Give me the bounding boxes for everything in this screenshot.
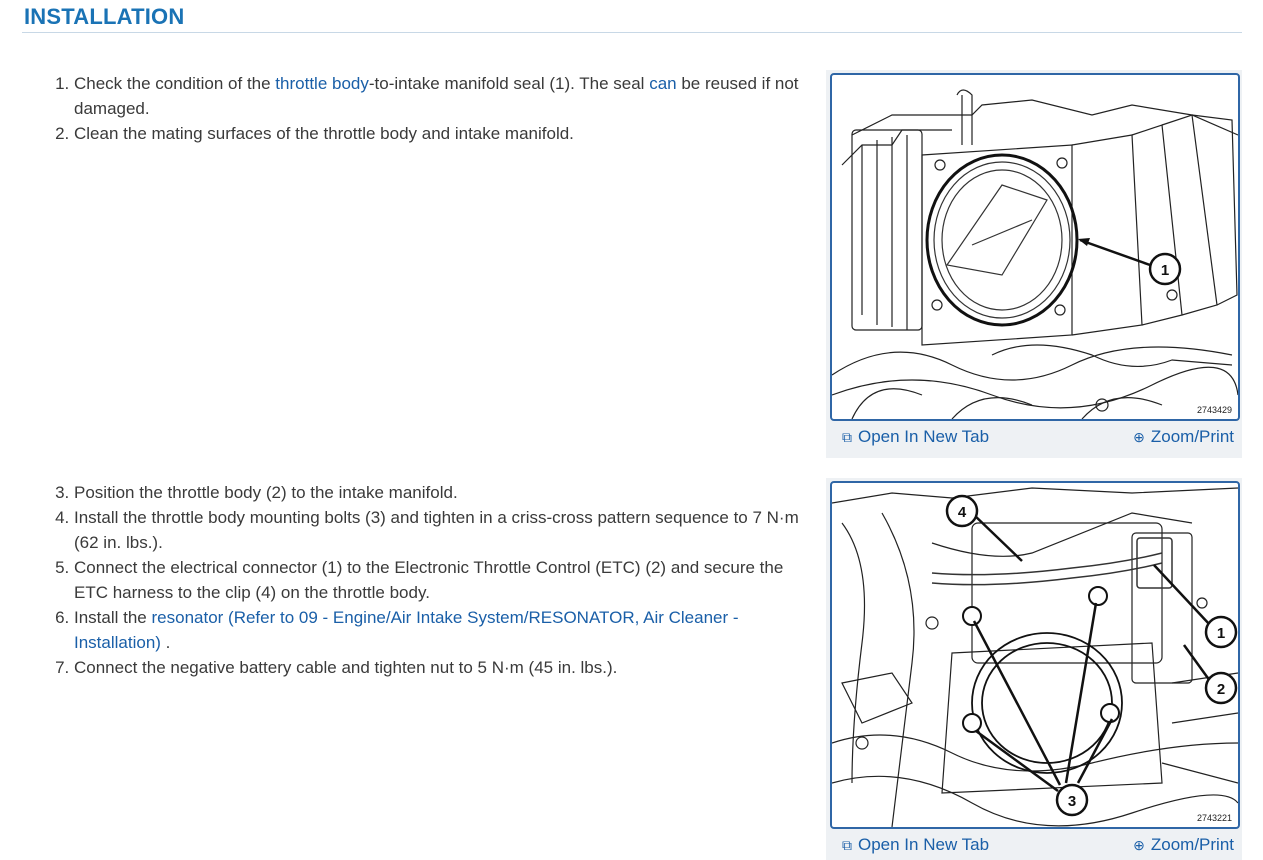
throttle-body-install-illustration [832, 483, 1238, 827]
resonator-link[interactable]: resonator (Refer to 09 - Engine/Air Intake System/RESONATOR, Air Cleaner - Installation) [74, 608, 739, 652]
callout-label: 1 [1160, 262, 1170, 279]
zoom-print-label: Zoom/Print [1150, 427, 1234, 446]
zoom-print-button[interactable] [1133, 835, 1234, 855]
step-text: Install the [74, 608, 152, 627]
figure-toolbar [826, 830, 1242, 860]
figure-toolbar [826, 422, 1242, 452]
can-link[interactable]: can [649, 74, 677, 93]
step-text: . [160, 633, 171, 652]
step-1 [74, 71, 814, 121]
open-tab-icon: ⧉ [842, 428, 852, 445]
figure-throttle-body-seal [826, 70, 1242, 458]
step-text: Check the condition of the [74, 74, 276, 93]
title-divider [22, 32, 1242, 33]
step-2: 2. Clean the mating surfaces of the throttle body and intake manifold. [74, 121, 814, 146]
installation-steps-group-1 [52, 71, 814, 146]
zoom-print-label: Zoom/Print [1150, 835, 1234, 854]
open-in-new-tab-button[interactable] [842, 835, 989, 855]
zoom-print-button[interactable] [1133, 427, 1234, 447]
open-in-new-tab-label: Open In New Tab [858, 427, 990, 446]
figure-image[interactable] [830, 73, 1240, 421]
throttle-body-seal-illustration [832, 75, 1238, 419]
step-text: -to-intake manifold seal (1). The seal [368, 74, 650, 93]
page-title: INSTALLATION [24, 4, 185, 29]
step-3: 3. Position the throttle body (2) to the intake manifold. [74, 480, 814, 505]
figure-code: 2743221 [1196, 813, 1232, 823]
callout-label: 3 [1067, 793, 1077, 810]
open-in-new-tab-label: Open In New Tab [858, 835, 990, 854]
figure-throttle-body-install [826, 478, 1242, 860]
figure-image[interactable] [830, 481, 1240, 829]
step-4: 4. Install the throttle body mounting bolts (3) and tighten in a criss-cross pattern sequence to 7 N·m (62 in. lbs.). [74, 505, 814, 555]
zoom-icon: ⊕ [1133, 836, 1145, 853]
step-7: 7. Connect the negative battery cable and tighten nut to 5 N·m (45 in. lbs.). [74, 655, 814, 680]
step-6 [74, 605, 814, 655]
open-tab-icon: ⧉ [842, 836, 852, 853]
step-5: 5. Connect the electrical connector (1) to the Electronic Throttle Control (ETC) (2) and secure the ETC harness to the clip (4) on the throttle body. [74, 555, 814, 605]
throttle-body-link[interactable]: throttle body [275, 74, 369, 93]
zoom-icon: ⊕ [1133, 428, 1145, 445]
callout-label: 2 [1216, 681, 1226, 698]
callout-label: 4 [957, 504, 967, 521]
figure-code: 2743429 [1196, 405, 1232, 415]
callout-label: 1 [1216, 625, 1226, 642]
open-in-new-tab-button[interactable] [842, 427, 989, 447]
installation-steps-group-2 [52, 480, 814, 680]
step-text: be reused if not damaged. [74, 74, 799, 118]
